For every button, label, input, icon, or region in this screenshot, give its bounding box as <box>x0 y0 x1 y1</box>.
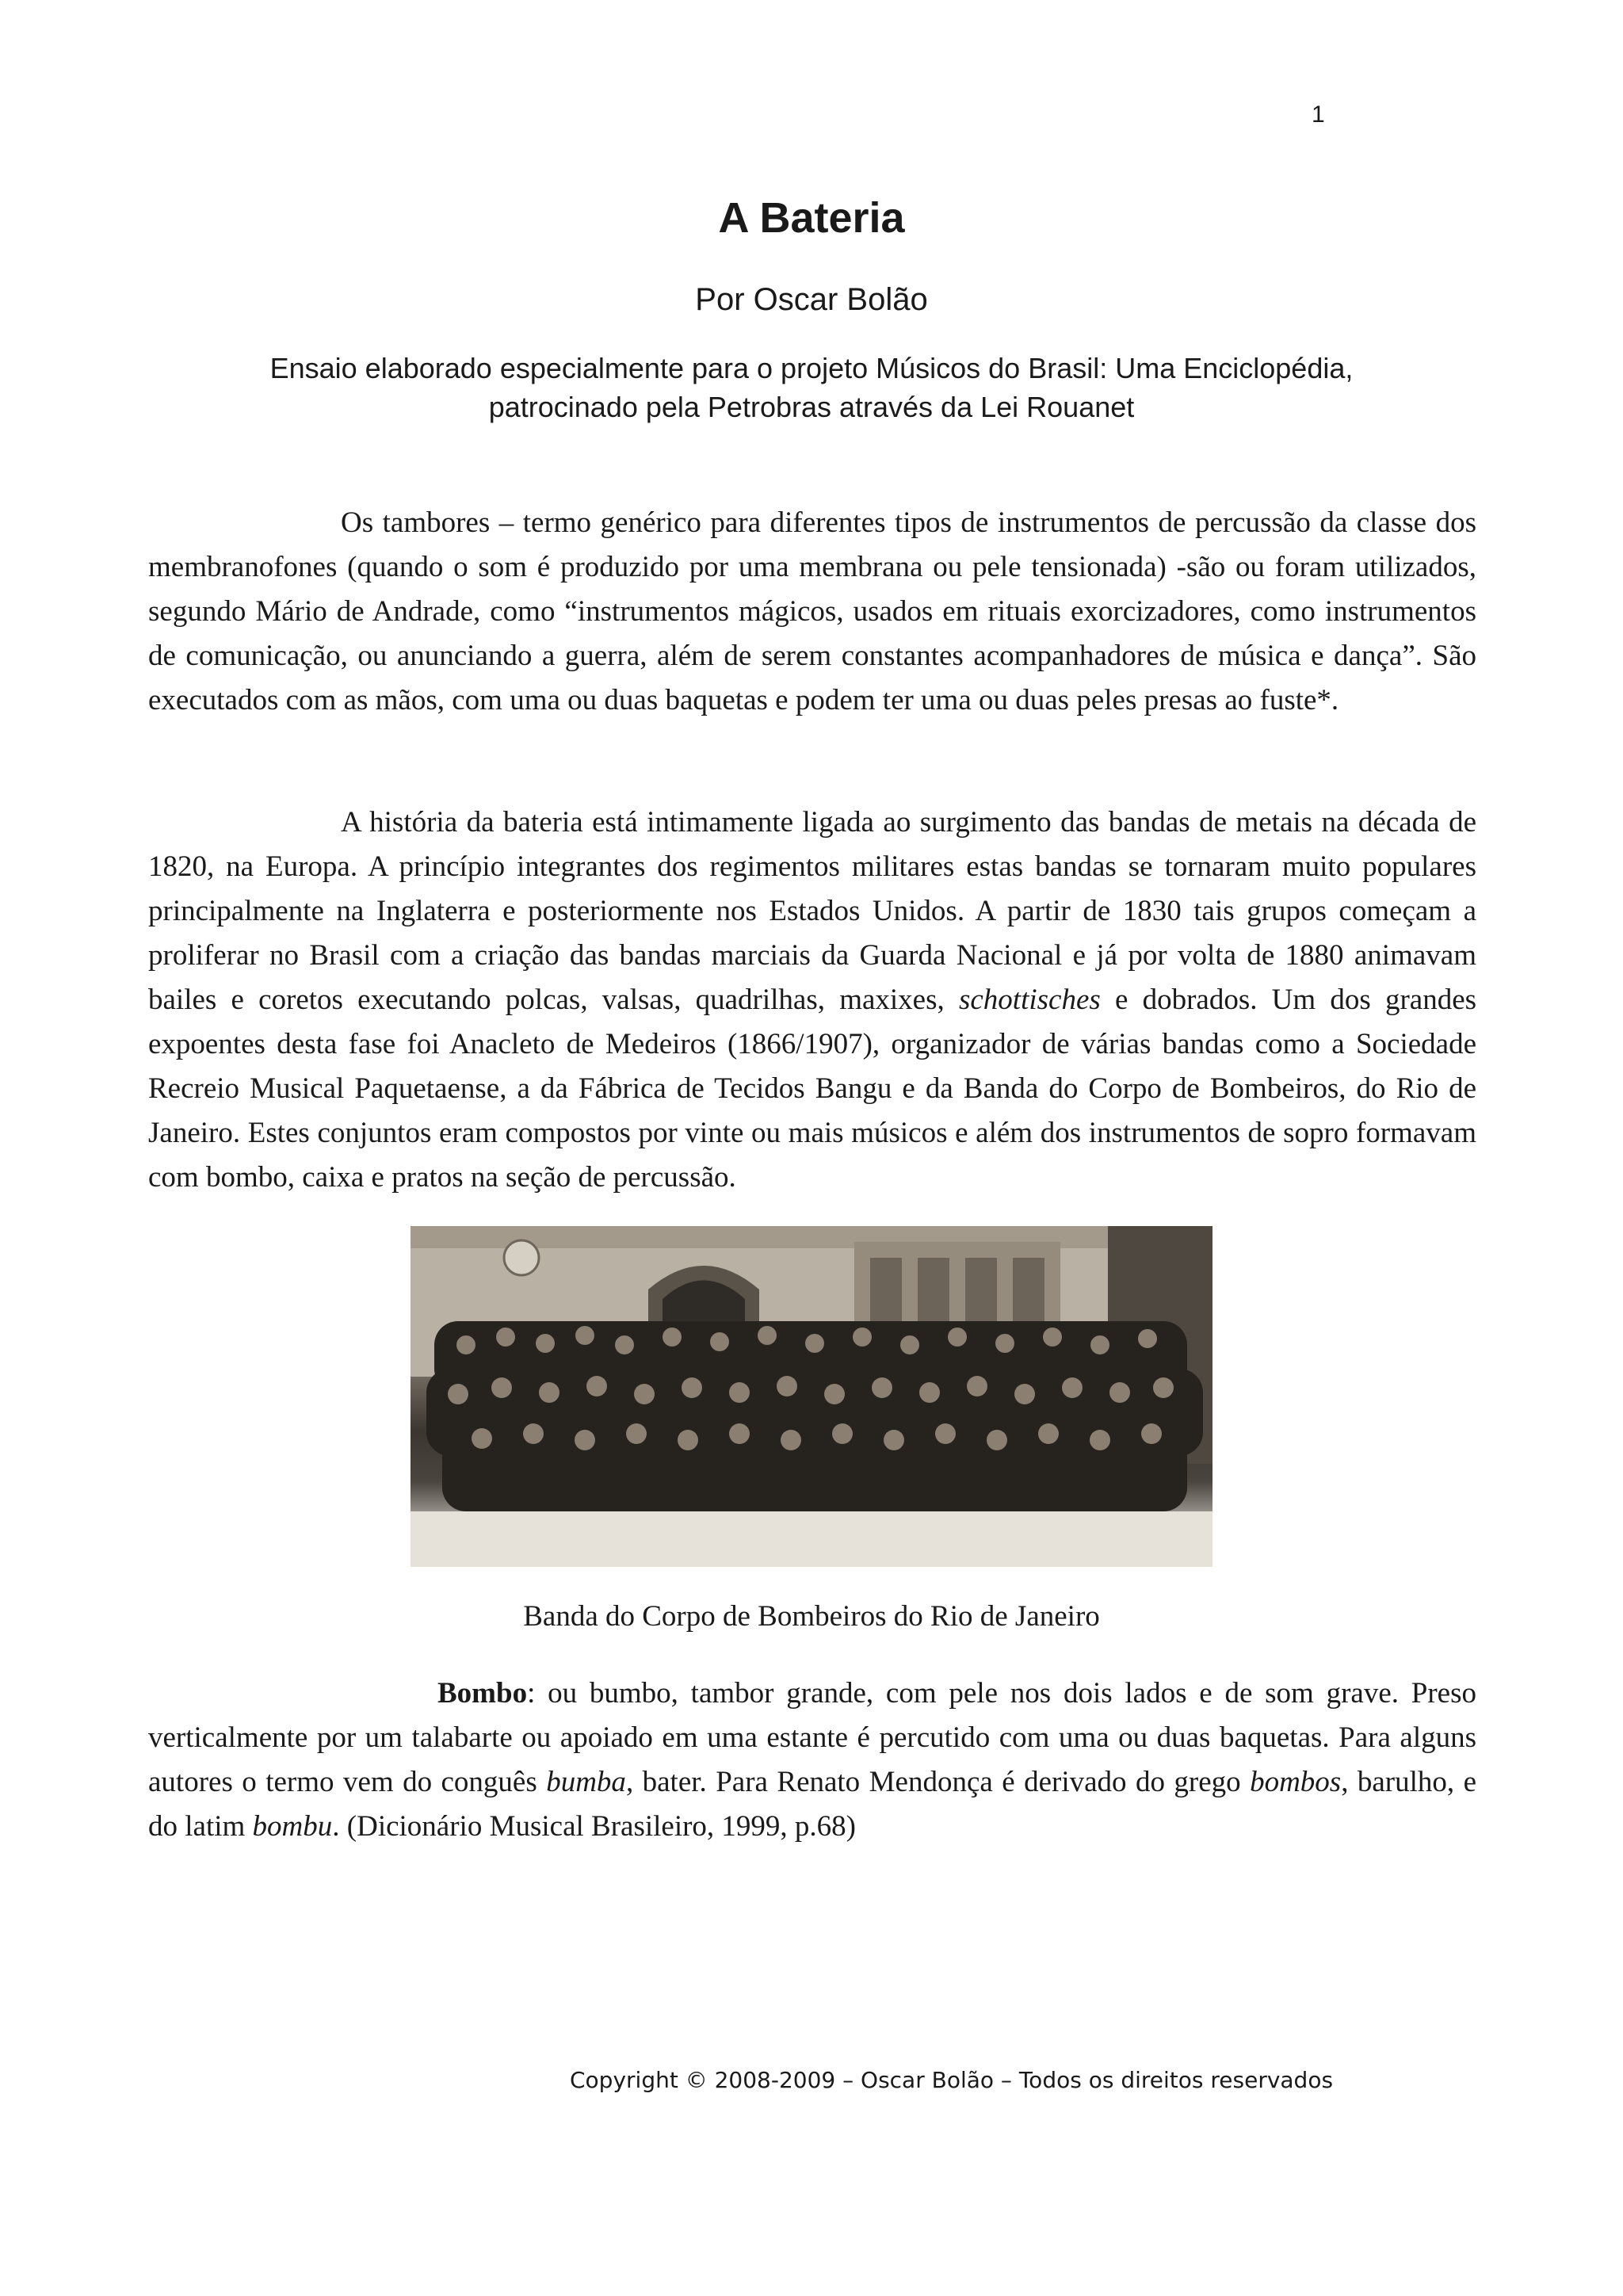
page-number: 1 <box>1312 101 1325 128</box>
bombo-italic-3: bombu <box>252 1810 333 1843</box>
paragraph-historia-text-1: A história da bateria está intimamente ligada ao surgimento das bandas de metais na década de 1820, na Europa. A princípio integrantes dos regimentos militares estas bandas se tornaram muito populares principalmente na Inglaterra e posteriormente nos Estados Unidos. A partir de 1830 tais grupos começam a proliferar no Brasil com a criação das bandas marciais da Guarda Nacional e já por volta de 1880 animavam bailes e coretos executando polcas, valsas, quadrilhas, maxixes, <box>148 806 1476 1016</box>
bombo-text-1: : ou bumbo, tambor grande, com pele nos dois lados e de som grave. Preso verticalmente por um talabarte ou apoiado em uma estante é percutido com uma ou duas baquetas. Para alguns autores o termo vem do conguês <box>148 1677 1476 1798</box>
band-photograph <box>411 1226 1212 1567</box>
copyright-footer: Copyright © 2008-2009 – Oscar Bolão – Todos os direitos reservados <box>570 2067 1334 2093</box>
paragraph-historia <box>148 800 1476 1200</box>
bombo-italic-2: bombos <box>1250 1766 1342 1798</box>
paragraph-historia-text-2: e dobrados. Um dos grandes expoentes desta fase foi Anacleto de Medeiros (1866/1907), organizador de várias bandas como a Sociedade Recreio Musical Paquetaense, a da Fábrica de Tecidos Bangu e da Banda do Corpo de Bombeiros, do Rio de Janeiro. Estes conjuntos eram compostos por vinte ou mais músicos e além dos instrumentos de sopro formavam com bombo, caixa e pratos na seção de percussão. <box>148 984 1477 1194</box>
subtitle-line-1: Ensaio elaborado especialmente para o projeto Músicos do Brasil: Uma Enciclopédia, <box>269 352 1354 384</box>
photo-caption: Banda do Corpo de Bombeiros do Rio de Janeiro <box>523 1600 1100 1633</box>
band-photograph-illustration <box>411 1226 1212 1567</box>
paragraph-tambores: Os tambores – termo genérico para diferentes tipos de instrumentos de percussão da classe dos membranofones (quando o som é produzido por uma membrana ou pele tensionada) -são ou foram utilizados, segundo Mário de Andrade, como “instrumentos mágicos, usados em rituais exorcizadores, como instrumentos de comunicação, ou anunciando a guerra, além de serem constantes acompanhadores de música e dança”. São executados com as mãos, com uma ou duas baquetas e podem ter uma ou duas peles presas ao fuste*. <box>148 506 1476 716</box>
paragraph-bombo <box>148 1671 1476 1849</box>
subtitle-line-2: patrocinado pela Petrobras através da Lei Rouanet <box>488 391 1135 423</box>
bombo-text-4: . (Dicionário Musical Brasileiro, 1999, p.68) <box>332 1810 857 1843</box>
bombo-term: Bombo <box>437 1677 528 1710</box>
document-subtitle <box>206 349 1417 426</box>
paragraph-historia-italic: schottisches <box>958 984 1101 1016</box>
bombo-text-3: , barulho, e do latim <box>148 1766 1477 1843</box>
bombo-italic-1: bumba <box>546 1766 626 1798</box>
document-title: A Bateria <box>718 194 905 242</box>
author-byline: Por Oscar Bolão <box>695 282 928 317</box>
bombo-text-2: , bater. Para Renato Mendonça é derivado do grego <box>625 1766 1241 1798</box>
